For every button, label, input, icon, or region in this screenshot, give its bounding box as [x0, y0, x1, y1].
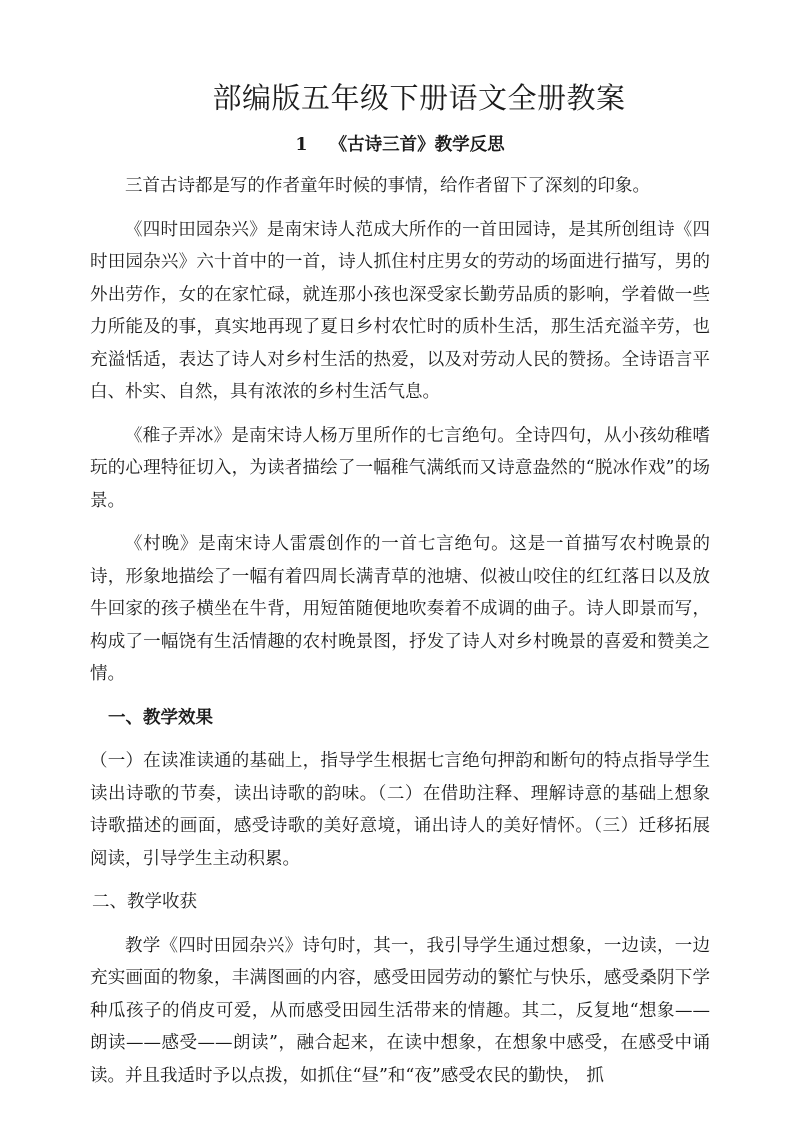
section-heading: [90, 132, 710, 158]
paragraph-teaching-gains: 教学《四时田园杂兴》诗句时，其一，我引导学生通过想象，一边读，一边充实画面的物象，丰满图画的内容，感受田园劳动的繁忙与快乐，感受桑阴下学种瓜孩子的俏皮可爱，从而感受田园生活带来的情趣。其二，反复地“想象——朗读——感受——朗读”，融合起来，在读中想象，在想象中感受，在感受中诵读。并且我适时予以点拨，如抓住“昼”和“夜”感受农民的勤快， 抓: [90, 935, 710, 1086]
document-title: 部编版五年级下册语文全册教案: [212, 81, 626, 115]
paragraph-zhizi-nongbing: 《稚子弄冰》是南宋诗人杨万里所作的七言绝句。全诗四句，从小孩幼稚嗜玩的心理特征切入，为读者描绘了一幅稚气满纸而又诗意盎然的“脱冰作戏”的场景。: [90, 425, 710, 511]
heading-teaching-gains: 二、教学收获: [92, 892, 197, 912]
paragraph-cunwan: 《村晚》是南宋诗人雷震创作的一首七言绝句。这是一首描写农村晚景的诗，形象地描绘了一幅有着四周长满青草的池塘、似被山咬住的红红落日以及放牛回家的孩子横坐在牛背，用短笛随便地吹奏着不成调的曲子。诗人即景而写，构成了一幅饶有生活情趣的农村晚景图，抒发了诗人对乡村晚景的喜爱和赞美之情。: [90, 534, 710, 684]
heading-teaching-effect: 一、教学效果: [108, 707, 213, 728]
paragraph-teaching-effect: （一）在读准读通的基础上，指导学生根据七言绝句押韵和断句的特点指导学生读出诗歌的节奏，读出诗歌的韵味。（二）在借助注释、理解诗意的基础上想象诗歌描述的画面，感受诗歌的美好意境，诵出诗人的美好情怀。（三）迁移拓展阅读，引导学生主动积累。: [90, 751, 710, 869]
section-title: 《古诗三首》教学反思: [329, 135, 505, 155]
section-number: 1: [295, 135, 308, 155]
paragraph-sishi-tianyuan: 《四时田园杂兴》是南宋诗人范成大所作的一首田园诗，是其所创组诗《四时田园杂兴》六十首中的一首，诗人抓住村庄男女的劳动的场面进行描写，男的外出劳作，女的在家忙碌，就连那小孩也深受家长勤劳品质的影响，学着做一些力所能及的事，真实地再现了夏日乡村农忙时的质朴生活，那生活充溢辛劳，也充溢恬适，表达了诗人对乡村生活的热爱，以及对劳动人民的赞扬。全诗语言平白、朴实、自然，具有浓浓的乡村生活气息。: [90, 219, 710, 402]
paragraph-intro: 三首古诗都是写的作者童年时候的事情，给作者留下了深刻的印象。: [125, 176, 650, 196]
